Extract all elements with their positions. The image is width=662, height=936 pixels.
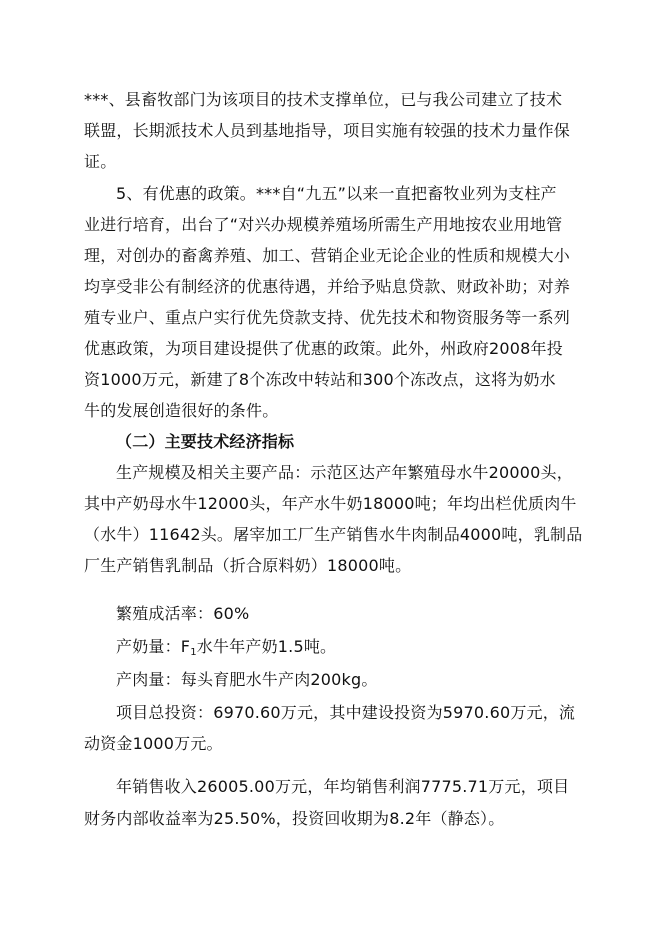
paragraph-line: 年销售收入26005.00万元，年均销售利润7775.71万元，项目	[116, 777, 570, 796]
section-heading: （二）主要技术经济指标	[116, 432, 295, 451]
milk-yield-prefix: 产奶量：F	[116, 637, 191, 656]
paragraph-line: 殖专业户、重点户实行优先贷款支持、优先技术和物资服务等一系列	[84, 308, 571, 327]
paragraph-line: 其中产奶母水牛12000头，年产水牛奶18000吨；年均出栏优质肉牛	[84, 494, 577, 513]
paragraph-line: 产肉量：每头育肥水牛产肉200kg。	[116, 670, 378, 689]
milk-yield-suffix: 水牛年产奶1.5吨。	[196, 637, 337, 656]
paragraph-line: 项目总投资：6970.60万元，其中建设投资为5970.60万元，流	[116, 703, 576, 722]
paragraph-line: 厂生产销售乳制品（折合原料奶）18000吨。	[84, 556, 412, 575]
paragraph-line: 均享受非公有制经济的优惠待遇，并给予贴息贷款、财政补助；对养	[84, 277, 571, 296]
paragraph-line: 优惠政策，为项目建设提供了优惠的政策。此外，州政府2008年投	[84, 339, 563, 358]
paragraph-line: 繁殖成活率：60%	[116, 604, 250, 623]
paragraph-line: 联盟，长期派技术人员到基地指导，项目实施有较强的技术力量作保	[84, 121, 571, 140]
paragraph-line: 财务内部收益率为25.50%，投资回收期为8.2年（静态）。	[84, 809, 505, 828]
paragraph-line: 资1000万元，新建了8个冻改中转站和300个冻改点，这将为奶水	[84, 370, 556, 389]
milk-yield-line	[116, 636, 336, 664]
paragraph-line: 生产规模及相关主要产品：示范区达产年繁殖母水牛20000头，	[116, 463, 573, 482]
paragraph-line: 证。	[84, 152, 117, 171]
milk-yield-subscript: 1	[190, 647, 197, 658]
paragraph-line: 业进行培育，出台了“对兴办规模养殖场所需生产用地按农业用地管	[84, 215, 563, 234]
paragraph-line: 动资金1000万元。	[84, 734, 223, 753]
paragraph-line: 牛的发展创造很好的条件。	[84, 401, 279, 420]
paragraph-line: 理，对创办的畜禽养殖、加工、营销企业无论企业的性质和规模大小	[84, 246, 571, 265]
paragraph-line: 5、有优惠的政策。***自“九五”以来一直把畜牧业列为支柱产	[116, 184, 557, 203]
paragraph-line: （水牛）11642头。屠宰加工厂生产销售水牛肉制品4000吨，乳制品	[84, 525, 583, 544]
paragraph-line: ***、县畜牧部门为该项目的技术支撑单位，已与我公司建立了技术	[84, 90, 563, 109]
